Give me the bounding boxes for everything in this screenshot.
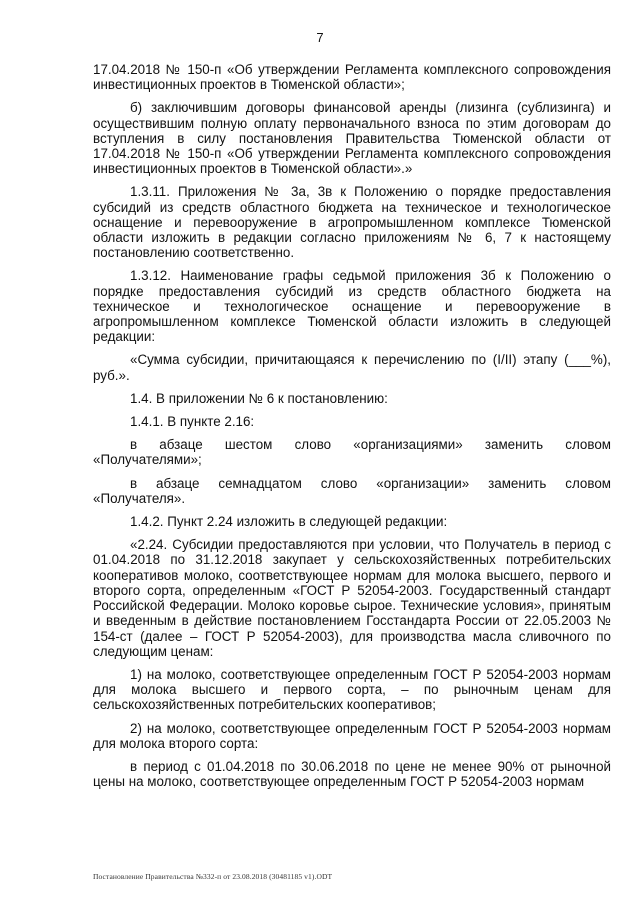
paragraph: в абзаце семнадцатом слово «организации» заменить словом «Получателя». xyxy=(93,475,611,506)
paragraph: 1.4.1. В пункте 2.16: xyxy=(130,414,255,430)
paragraph: б) заключившим договоры финансовой аренды (лизинга (сублизинга) и осуществившим полную оплату первоначального взноса по этим договорам до вступления в силу постановления Правительства Тюменской области от 17.04.2018 № 150-п «Об утверждении Регламента комплексного сопровождения инвестиционных проектов в Тюменской области».» xyxy=(93,100,611,177)
document-footer: Постановление Правительства №332-п от 23.08.2018 (30481185 v1).ODT xyxy=(93,872,333,881)
paragraph: «2.24. Субсидии предоставляются при условии, что Получатель в период с 01.04.2018 по 31.12.2018 закупает у сельскохозяйственных потребительских кооперативов молоко, соответствующее нормам для молока высшего, первого и второго сорта, определенным «ГОСТ Р 52054-2003. Государственный стандарт Российской Федерации. Молоко коровье сырое. Технические условия», принятым и введенным в действие постановлением Госстандарта России от 22.05.2003 № 154-ст (далее – ГОСТ Р 52054-2003), для производства масла сливочного по следующим ценам: xyxy=(93,537,611,659)
document-body xyxy=(93,62,611,797)
paragraph: 17.04.2018 № 150-п «Об утверждении Регламента комплексного сопровождения инвестиционных проектов в Тюменской области»; xyxy=(93,62,611,93)
paragraph: в период с 01.04.2018 по 30.06.2018 по цене не менее 90% от рыночной цены на молоко, соответствующее определенным ГОСТ Р 52054-2003 нормам xyxy=(93,758,611,790)
paragraph: в абзаце шестом слово «организациями» заменить словом «Получателями»; xyxy=(93,437,611,468)
paragraph: 1.3.12. Наименование графы седьмой приложения 3б к Положению о порядке предоставления субсидий из средств областного бюджета на техническое и технологическое оснащение и перевооружение в агропромышленном комплексе Тюменской области изложить в следующей редакции: xyxy=(93,268,611,345)
paragraph: 1) на молоко, соответствующее определенным ГОСТ Р 52054-2003 нормам для молока высшего и первого сорта, – по рыночным ценам для сельскохозяйственных потребительских кооперативов; xyxy=(93,666,611,713)
paragraph: «Сумма субсидии, причитающаяся к перечислению по (I/II) этапу (___%), руб.». xyxy=(93,352,611,383)
paragraph: 1.3.11. Приложения № 3а, 3в к Положению о порядке предоставления субсидий из средств областного бюджета на техническое и технологическое оснащение и перевооружение в агропромышленном комплексе Тюменской области изложить в редакции согласно приложениям № 6, 7 к настоящему постановлению соответственно. xyxy=(93,184,611,261)
paragraph: 2) на молоко, соответствующее определенным ГОСТ Р 52054-2003 нормам для молока второго сорта: xyxy=(93,720,611,751)
paragraph: 1.4. В приложении № 6 к постановлению: xyxy=(130,390,388,406)
page-number: 7 xyxy=(316,30,324,45)
paragraph: 1.4.2. Пункт 2.24 изложить в следующей редакции: xyxy=(130,514,448,530)
